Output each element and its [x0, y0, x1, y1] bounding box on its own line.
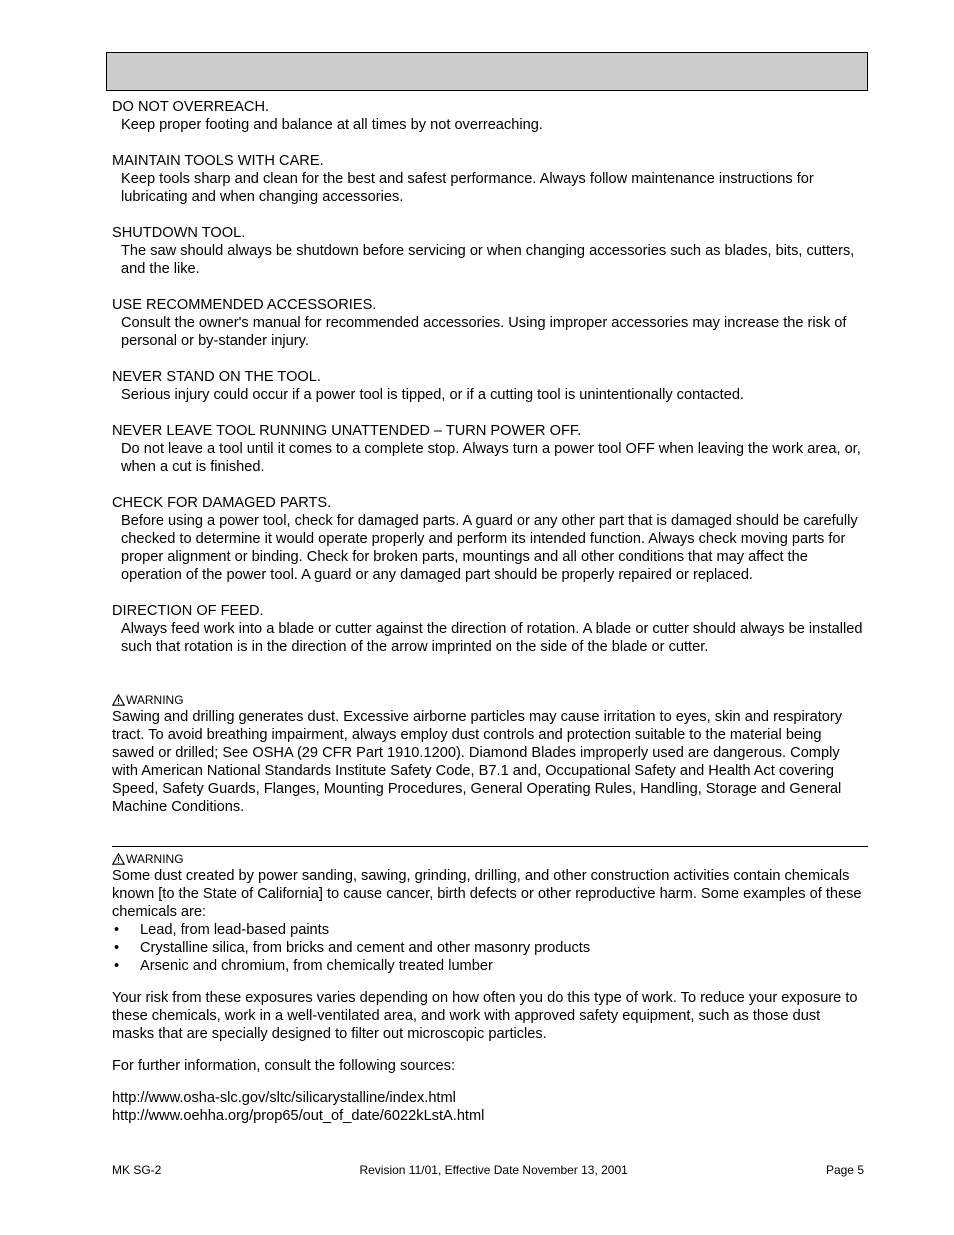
warning-label-text: WARNING	[126, 693, 184, 707]
source-links	[112, 1089, 864, 1125]
section-direction-of-feed	[112, 602, 864, 656]
section-never-stand	[112, 368, 864, 404]
list-item: • Lead, from lead-based paints	[112, 921, 864, 939]
page-content	[112, 98, 864, 1125]
section-body: Do not leave a tool until it comes to a complete stop. Always turn a power tool OFF when leaving the work area, or, when a cut is finished.	[121, 441, 861, 475]
warning-text: Sawing and drilling generates dust. Excessive airborne particles may cause irritation to eyes, skin and respiratory tract. To avoid breathing impairment, always employ dust controls and protection suitable to the material being sawed or drilled; See OSHA (29 CFR Part 1910.1200). Diamond Blades improperly used are dangerous. Comply with American National Standards Institute Safety Code, B7.1 and, Occupational Safety and Health Act covering Speed, Safety Guards, Flanges, Mounting Procedures, General Operating Rules, Handling, Storage and General Machine Conditions.	[112, 709, 843, 815]
section-body: Keep proper footing and balance at all times by not overreaching.	[121, 117, 543, 133]
chemical-list	[112, 921, 864, 975]
section-heading: DO NOT OVERREACH.	[112, 99, 270, 115]
footer-page-number: Page 5	[825, 1163, 864, 1177]
section-body: Before using a power tool, check for damaged parts. A guard or any other part that is damaged should be carefully checked to determine it would operate properly and perform its intended function. Always check moving parts for proper alignment or binding. Check for broken parts, mountings and all other conditions that may affect the operation of the power tool. A guard or any damaged part should be properly repaired or replaced.	[121, 513, 858, 583]
section-maintain-tools	[112, 152, 864, 206]
warning-label	[112, 851, 864, 867]
section-heading: MAINTAIN TOOLS WITH CARE.	[112, 153, 324, 169]
section-never-leave-running	[112, 422, 864, 476]
section-heading: DIRECTION OF FEED.	[112, 603, 264, 619]
footer-doc-id: MK SG-2	[112, 1163, 162, 1177]
page-footer	[112, 1163, 864, 1177]
section-recommended-accessories	[112, 296, 864, 350]
chemical-warning	[112, 851, 864, 1125]
warning-triangle-icon	[112, 694, 125, 706]
warning-intro: Some dust created by power sanding, sawing, grinding, drilling, and other construction activities contain chemicals known [to the State of California] to cause cancer, birth defects or other reproductive harm. Some examples of these chemicals are:	[112, 868, 862, 920]
footer-revision: Revision 11/01, Effective Date November 13, 2001	[359, 1163, 628, 1177]
source-link[interactable]: http://www.osha-slc.gov/sltc/silicarystalline/index.html	[112, 1090, 456, 1106]
dust-warning	[112, 692, 864, 816]
section-heading: NEVER STAND ON THE TOOL.	[112, 369, 321, 385]
warning-label	[112, 692, 864, 708]
section-shutdown-tool	[112, 224, 864, 278]
section-body: Consult the owner's manual for recommended accessories. Using improper accessories may increase the risk of personal or by-stander injury.	[121, 315, 847, 349]
warning-triangle-icon	[112, 853, 125, 865]
section-overreach	[112, 98, 864, 134]
header-bar	[106, 52, 868, 91]
list-item: • Arsenic and chromium, from chemically treated lumber	[112, 957, 864, 975]
section-heading: CHECK FOR DAMAGED PARTS.	[112, 495, 332, 511]
section-body: Serious injury could occur if a power tool is tipped, or if a cutting tool is unintentionally contacted.	[121, 387, 745, 403]
source-link[interactable]: http://www.oehha.org/prop65/out_of_date/6022kLstA.html	[112, 1108, 485, 1124]
risk-paragraph: Your risk from these exposures varies depending on how often you do this type of work. To reduce your exposure to these chemicals, work in a well-ventilated area, and work with approved safety equipment, such as those dust masks that are specially designed to filter out microscopic particles.	[112, 990, 858, 1042]
section-heading: USE RECOMMENDED ACCESSORIES.	[112, 297, 377, 313]
section-heading: SHUTDOWN TOOL.	[112, 225, 246, 241]
sources-intro: For further information, consult the following sources:	[112, 1058, 456, 1074]
divider	[112, 846, 868, 847]
section-body: Keep tools sharp and clean for the best and safest performance. Always follow maintenance instructions for lubricating and when changing accessories.	[121, 171, 814, 205]
list-item: • Crystalline silica, from bricks and cement and other masonry products	[112, 939, 864, 957]
warning-label-text: WARNING	[126, 852, 184, 866]
section-body: Always feed work into a blade or cutter against the direction of rotation. A blade or cutter should always be installed such that rotation is in the direction of the arrow imprinted on the side of the blade or cutter.	[121, 621, 863, 655]
section-damaged-parts	[112, 494, 864, 584]
section-body: The saw should always be shutdown before servicing or when changing accessories such as blades, bits, cutters, and the like.	[121, 243, 855, 277]
section-heading: NEVER LEAVE TOOL RUNNING UNATTENDED – TURN POWER OFF.	[112, 423, 582, 439]
